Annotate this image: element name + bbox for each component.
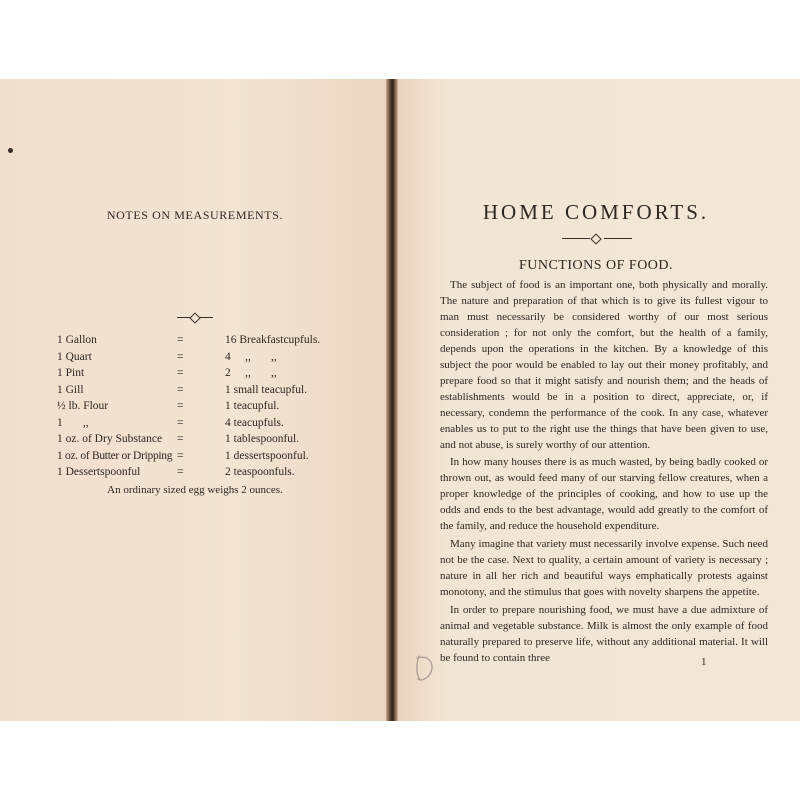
measurement-row: [0, 367, 390, 383]
measure: 1 oz. of Dry Substance: [57, 433, 163, 445]
title-ornament-divider: [562, 234, 632, 244]
book-title: HOME COMFORTS.: [482, 200, 710, 224]
measurement-row: [0, 351, 390, 367]
notes-heading: NOTES ON MEASUREMENTS.: [106, 208, 284, 222]
measure: 1 Gill: [57, 384, 84, 396]
equals-sign: =: [177, 367, 184, 379]
paragraph: The subject of food is an important one, both physically and morally. The nature and preparation of that which is to give its fullest vigour to man must necessarily be considered worthy of our most serious consideration ; for not only the comfort, but the health of a family, depends upon the operations in the kitchen. By a knowledge of this subject the poor would be enabled to lay out their money profitably, and prepare food so that it might satisfy and nourish them; and the heads of establishments would be in a position to direct, appreciate, or, if necessary, condemn the performance of the cook. In any case, whatever enables us to put to the right use the things that have been given to use, and not abuse, is surely worthy of our attention.: [440, 279, 768, 451]
equivalent: 1 teacupful.: [225, 400, 280, 412]
equals-sign: =: [177, 384, 184, 396]
ink-speck: [8, 148, 13, 153]
equivalent: 4 ,, ,,: [225, 351, 277, 363]
paragraph: In order to prepare nourishing food, we must have a due admixture of animal and vegetable substance. Milk is almost the only example of food naturally prepared to preserve life, without any additional material. It will be found to contain three: [440, 604, 768, 664]
pencil-letter-mark: [410, 652, 440, 684]
measurement-row: [0, 400, 390, 416]
measure: 1 Gallon: [57, 334, 97, 346]
measure: 1 Pint: [57, 367, 85, 379]
section-heading: FUNCTIONS OF FOOD.: [518, 258, 674, 273]
body-text: [440, 278, 768, 669]
equals-sign: =: [177, 351, 184, 363]
measurement-row: [0, 334, 390, 350]
measurement-row: [0, 466, 390, 482]
paragraph: Many imagine that variety must necessarily involve expense. Such need not be the case. Next to quality, a certain amount of variety is necessary ; nature in all her rich and beautiful ways emphatically protests against monotony, and the stimulus that goes with novelty sharpens the appetite.: [440, 538, 768, 599]
egg-weight-note: An ordinary sized egg weighs 2 ounces.: [107, 484, 283, 496]
equals-sign: =: [177, 334, 184, 346]
equivalent: 2 teaspoonfuls.: [225, 466, 295, 478]
paragraph: In how many houses there is as much wasted, by being badly cooked or thrown out, as would feed many of our starving fellow creatures, when a proper knowledge of the principles of cooking, and how to use up the odds and ends to the best advantage, would add greatly to the comfort of the family, and reduce the household expenditure.: [440, 456, 768, 533]
equivalent: 1 dessertspoonful.: [225, 450, 309, 462]
measurement-row: [0, 450, 390, 466]
equivalent: 1 tablespoonful.: [225, 433, 300, 445]
notes-ornament-divider: [177, 313, 213, 323]
measure: 1 Quart: [57, 351, 92, 363]
equals-sign: =: [177, 433, 184, 445]
equivalent: 1 small teacupful.: [225, 384, 308, 396]
measure: 1 oz. of Butter or Dripping: [57, 450, 173, 462]
equals-sign: =: [177, 450, 184, 462]
equals-sign: =: [177, 417, 184, 429]
equals-sign: =: [177, 400, 184, 412]
measurement-row: [0, 384, 390, 400]
equivalent: 4 teacupfuls.: [225, 417, 284, 429]
measurement-row: [0, 417, 390, 433]
page-number: 1: [701, 656, 707, 668]
measure: ½ lb. Flour: [57, 400, 109, 412]
measure: 1 Dessertspoonful: [57, 466, 141, 478]
equivalent: 16 Breakfastcupfuls.: [225, 334, 321, 346]
equivalent: 2 ,, ,,: [225, 367, 277, 379]
equals-sign: =: [177, 466, 184, 478]
measure: 1 ,,: [57, 417, 89, 429]
measurement-row: [0, 433, 390, 449]
